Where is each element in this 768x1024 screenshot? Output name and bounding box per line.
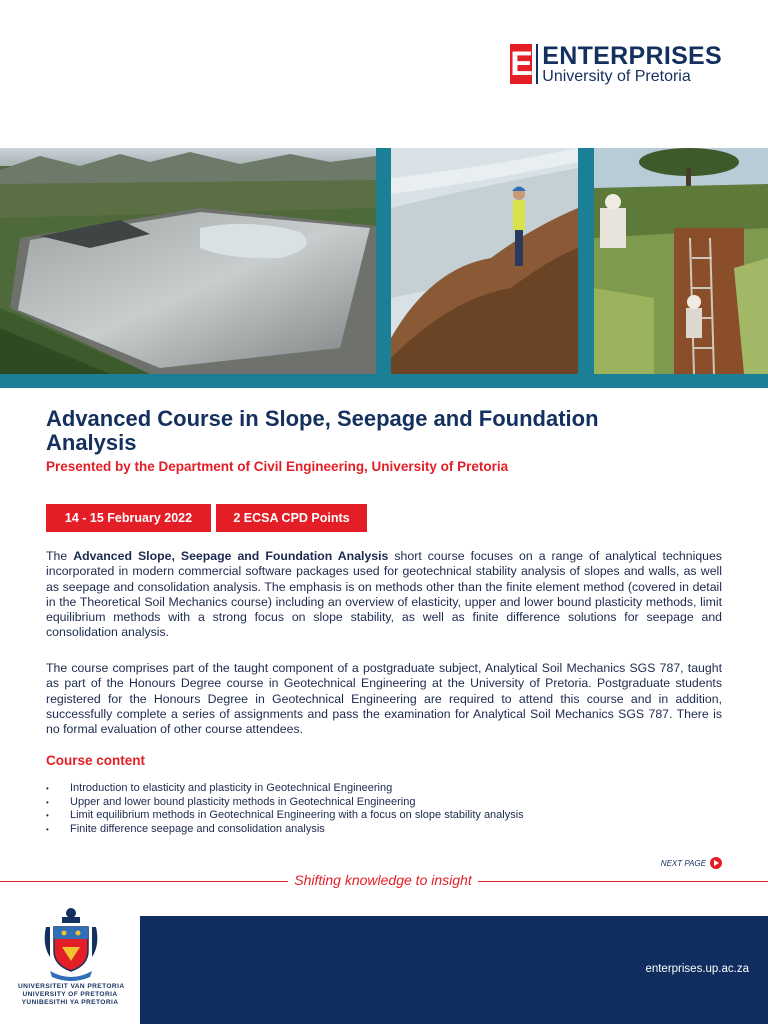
cpd-points-badge: 2 ECSA CPD Points	[216, 504, 367, 532]
university-name	[18, 983, 125, 1007]
course-name-bold: Advanced Slope, Seepage and Foundation Analysis	[73, 549, 389, 563]
list-item: • Limit equilibrium methods in Geotechnical Engineering with a focus on slope stability analysis	[46, 809, 524, 823]
course-content-list	[46, 782, 524, 836]
photo-slope-worker	[391, 148, 578, 374]
photo-banner	[0, 148, 768, 374]
divider-line	[478, 881, 768, 882]
photo-separator	[578, 148, 594, 374]
next-page-label: NEXT PAGE	[660, 858, 706, 868]
photo-separator	[376, 148, 391, 374]
photo-field-test-pit	[594, 148, 768, 374]
course-content-heading: Course content	[46, 753, 146, 768]
enterprises-logo	[510, 44, 722, 86]
next-page-link[interactable]	[661, 857, 722, 869]
photo-tailings-dam	[0, 148, 376, 374]
logo-title: ENTERPRISES	[542, 42, 722, 70]
university-crest-icon	[40, 905, 102, 985]
course-details-paragraph: The course comprises part of the taught component of a postgraduate subject, Analytical Soil Mechanics SGS 787, taught as part of the Honours Degree course in Geotechnical Engineering at the University of Pretoria. Postgraduate students registered for the Honours Degree in Geotechnical Engineering are required to attend this course and in addition, successfully complete a series of assignments and pass the examination for Analytical Soil Mechanics SGS 787. There is no formal evaluation of other course attendees.	[46, 661, 722, 737]
university-name-sepedi: YUNIBESITHI YA PRETORIA	[21, 999, 119, 1006]
page-subtitle: Presented by the Department of Civil Engineering, University of Pretoria	[46, 459, 509, 474]
footer-bar	[140, 916, 768, 1024]
tagline: Shifting knowledge to insight	[294, 872, 472, 888]
date-badge: 14 - 15 February 2022	[46, 504, 211, 532]
play-arrow-icon[interactable]	[710, 857, 722, 869]
list-item: • Finite difference seepage and consolidation analysis	[46, 823, 524, 837]
logo-text	[542, 44, 722, 86]
teal-banner-band	[0, 374, 768, 388]
logo-letter: E	[510, 45, 533, 83]
page-title: Advanced Course in Slope, Seepage and Foundation Analysis	[46, 406, 599, 455]
university-name-english: UNIVERSITY OF PRETORIA	[22, 991, 118, 998]
website-link[interactable]: enterprises.up.ac.za	[645, 963, 749, 975]
logo-divider	[536, 44, 538, 84]
intro-text-rest: short course focuses on a range of analytical techniques incorporated in modern commercial software packages used for geotechnical stability analysis of slopes and walls, as well as seepage and consolidation analysis. The emphasis is on methods other than the finite element method (covered in detail in the Theoretical Soil Mechanics course) including an overview of elasticity, upper and lower bound plasticity methods, limit equilibrium methods with a strong focus on slope stability, as well as finite difference solutions for seepage and consolidation analysis.	[46, 549, 723, 640]
university-name-afrikaans: UNIVERSITEIT VAN PRETORIA	[18, 983, 125, 990]
list-item: • Introduction to elasticity and plasticity in Geotechnical Engineering	[46, 782, 524, 796]
intro-text-start: The	[46, 549, 74, 563]
divider-line	[0, 881, 288, 882]
list-item: • Upper and lower bound plasticity methods in Geotechnical Engineering	[46, 796, 524, 810]
intro-paragraph	[46, 549, 722, 641]
logo-subtitle: University of Pretoria	[542, 68, 691, 85]
